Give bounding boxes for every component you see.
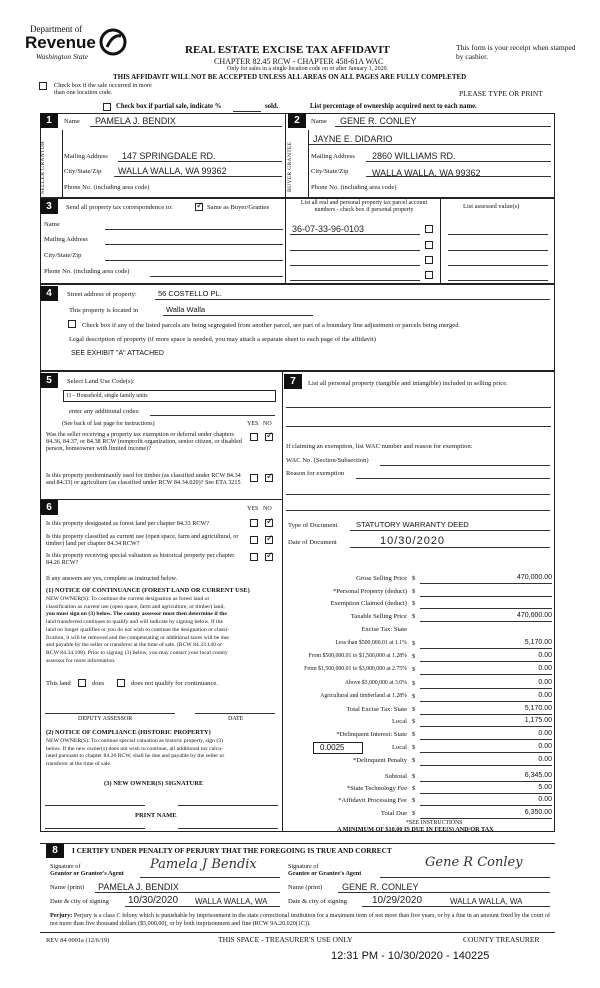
buyer-name-2[interactable]: JAYNE E. DIDARIO	[313, 134, 393, 144]
calc-label-18: Total Due	[380, 810, 407, 817]
parcel-2-personal-checkbox[interactable]	[425, 241, 433, 249]
form-sub-note: Only for sales in a single location code on or after January 1, 2020.	[227, 66, 389, 72]
calc-currency-15: $	[412, 773, 416, 780]
form-subtitle: CHAPTER 82.45 RCW - CHAPTER 458-61A WAC	[214, 57, 384, 66]
s1-mail-label: Mailing Address	[64, 153, 108, 160]
see-back-note: (See back of last page for instructions)	[62, 421, 155, 427]
s2-mail-label: Mailing Address	[311, 153, 355, 160]
s6-yes-header: YES	[247, 506, 259, 512]
land-does-checkbox[interactable]	[78, 679, 86, 687]
grantee-signature[interactable]: Gene R Conley	[425, 855, 523, 870]
s5-q1-no[interactable]	[265, 433, 273, 441]
calc-value-9[interactable]: 0.00	[538, 692, 552, 699]
calc-currency-10: $	[412, 706, 416, 713]
section-6-number: 6	[40, 500, 58, 515]
calc-value-14[interactable]: 0.00	[538, 756, 552, 763]
print-name-label: PRINT NAME	[135, 812, 177, 819]
wac-label: WAC No. (Section/Subsection)	[286, 457, 369, 464]
document-date[interactable]: 10/30/2020	[380, 535, 446, 547]
calc-label-2: Exemption Claimed (deduct)	[330, 600, 407, 607]
calc-currency-0: $	[412, 575, 416, 582]
grantee-sig-label-2: Grantee or Grantee's Agent	[288, 870, 362, 877]
partial-sale-label: Check box if partial sale, indicate %	[116, 103, 222, 110]
calc-label-9: Agricultural and timberland at 1.28%	[320, 693, 407, 699]
notice-1-body: NEW OWNER(S): To continue the current designation as forest land or classification as current use (open space, farm and agriculture, or timber) land, you must sign on (3) below. The county assessor must then determine if the land transferred continues to qualify and will indicate by signing below. If the land no longer qualifies or you do not wish to continue the designation or classi- fication, it will be removed and the compensating or additional taxes will be due and payable by the seller or transferor at the time of sale. (RCW 84.33.140 or RCW 84.34.108). Prior to signing (3) below, you may contact your local county assessor for more information.	[46, 596, 229, 664]
calc-label-10: Total Excise Tax: State	[346, 706, 407, 713]
calc-label-16: *State Technology Fee	[346, 785, 407, 792]
land-use-code: 11 - Household, single family units	[66, 393, 148, 399]
parcel-1-personal-checkbox[interactable]	[425, 225, 433, 233]
s6-q1-yes[interactable]	[250, 519, 258, 527]
grantor-sig-label-1: Signature of	[50, 863, 81, 870]
does-label: does	[92, 680, 105, 687]
section-8-number: 8	[46, 843, 64, 858]
calc-label-14: *Delinquent Penalty	[352, 757, 407, 764]
deputy-assessor-label: DEPUTY ASSESSOR	[78, 716, 133, 722]
s2-city-label: City/State/Zip	[311, 168, 349, 175]
grantor-print-name[interactable]: PAMELA J. BENDIX	[98, 882, 179, 892]
property-street[interactable]: 56 COSTELLO PL.	[158, 289, 222, 298]
s6-q2-no[interactable]	[265, 536, 273, 544]
calc-currency-2: $	[412, 600, 416, 607]
partial-sale-checkbox[interactable]	[103, 103, 111, 111]
grantor-name-label: Name (print)	[50, 884, 85, 891]
calc-label-12: *Delinquent Interest: State	[336, 731, 407, 738]
doc-type-label: Type of Document	[288, 522, 338, 529]
calc-currency-6: $	[412, 653, 416, 660]
grantee-date[interactable]: 10/29/2020	[372, 895, 423, 906]
notice-1-title: (1) NOTICE OF CONTINUANCE (FOREST LAND OR CURRENT USE)	[46, 587, 250, 594]
s6-question-2: Is this property classified as current use (open space, farm and agricultural, or timber) land per chapter 84.34 RCW?	[46, 533, 239, 548]
grantee-sig-label-1: Signature of	[288, 863, 319, 870]
s3-send-label: Send all property tax correspondence to:	[66, 204, 173, 211]
parcel-3-personal-checkbox[interactable]	[425, 256, 433, 264]
calc-value-5[interactable]: 5,170.00	[524, 639, 552, 646]
grantor-signature[interactable]: Pamela J Bendix	[150, 857, 257, 872]
calc-value-11[interactable]: 1,175.00	[524, 717, 552, 724]
s5-q2-no[interactable]	[265, 474, 273, 482]
land-use-label: Select Land Use Code(s):	[67, 378, 135, 385]
s6-question-1: Is this property designated as forest land per chapter 84.33 RCW?	[46, 520, 210, 527]
notice-2-title: (2) NOTICE OF COMPLIANCE (HISTORIC PROPERTY)	[46, 729, 211, 736]
legal-description[interactable]: SEE EXHIBIT "A" ATTACHED	[71, 350, 164, 357]
property-location[interactable]: Walla Walla	[166, 305, 206, 314]
calc-label-15: Subtotal	[385, 773, 407, 780]
notice-2-body: NEW OWNER(S): To continue special valuation as historic property, sign (3) below. If the new owner(s) does not wish to continue, all additional tax calcu- lated pursuant to chapter 84.26 RCW, shall be due and payable by the seller or transferor at the time of sale.	[46, 738, 225, 768]
calc-currency-16: $	[412, 785, 416, 792]
reason-label: Reason for exemption	[286, 470, 345, 477]
s5-question-1: Was the seller receiving a property tax exemption or deferral under chapters 84.36, 84.37, or 84.38 RCW (nonprofit organization, senior citizen, or disabled person, homeowner with limited income)?	[46, 431, 242, 453]
land-does-not-checkbox[interactable]	[117, 679, 125, 687]
calc-value-13[interactable]: 0.00	[538, 743, 552, 750]
s2-name-label: Name	[311, 118, 327, 125]
print-note: PLEASE TYPE OR PRINT	[459, 89, 543, 98]
calc-label-0: Gross Selling Price	[356, 575, 407, 582]
buyer-grantee-label: BUYER GRANTEE	[287, 141, 293, 193]
grantee-print-name[interactable]: GENE R. CONLEY	[342, 882, 419, 892]
calc-currency-14: $	[412, 757, 416, 764]
calc-label-7: From $1,500,000.01 to $3,000,000 at 2.75%	[304, 666, 407, 672]
form-revision: REV 84 0001a (12/6/19)	[46, 937, 110, 944]
calc-currency-5: $	[412, 640, 416, 647]
calc-label-1: *Personal Property (deduct)	[333, 588, 407, 595]
warning-text: THIS AFFIDAVIT WILL NOT BE ACCEPTED UNLESS ALL AREAS ON ALL PAGES ARE FULLY COMPLETED	[113, 73, 467, 81]
calc-currency-11: $	[412, 718, 416, 725]
s6-q3-yes[interactable]	[250, 553, 258, 561]
calc-value-0[interactable]: 470,000.00	[516, 574, 552, 581]
pct-list-label: List percentage of ownership acquired next to each name.	[310, 103, 477, 110]
form-title: REAL ESTATE EXCISE TAX AFFIDAVIT	[185, 44, 390, 56]
s1-phone-label: Phone No. (including area code)	[64, 184, 150, 191]
exemption-label: If claiming an exemption, list WAC number and reason for exemption:	[286, 443, 473, 450]
calc-value-12[interactable]: 0.00	[538, 730, 552, 737]
see-instructions-note: *SEE INSTRUCTIONS	[406, 820, 463, 826]
grantor-date-label: Date & city of signing	[50, 898, 109, 905]
wa-logo-icon	[99, 28, 127, 56]
sold-label: sold.	[265, 103, 279, 110]
s5-yes-header: YES	[247, 421, 259, 427]
multi-location-label: Check box if the sale occurred in more than one location code.	[54, 82, 152, 97]
section-4-number: 4	[40, 286, 58, 301]
calc-currency-12: $	[412, 731, 416, 738]
calc-currency-13: $	[412, 744, 416, 751]
grantor-sig-label-2: Grantor or Grantor's Agent	[50, 870, 124, 877]
seller-mailing-address[interactable]: 147 SPRINGDALE RD.	[122, 151, 216, 161]
street-label: Street address of property:	[67, 291, 137, 298]
s5-q2-yes[interactable]	[250, 474, 258, 482]
if-yes-note: If any answers are yes, complete as instructed below.	[46, 575, 178, 582]
s3-name-label: Name	[44, 221, 60, 228]
calc-value-7[interactable]: 0.00	[538, 665, 552, 672]
parcel-4-personal-checkbox[interactable]	[425, 271, 433, 279]
grantor-city[interactable]: WALLA WALLA, WA	[195, 897, 268, 906]
certify-statement: I CERTIFY UNDER PENALTY OF PERJURY THAT THE FOREGOING IS TRUE AND CORRECT	[72, 846, 392, 855]
calc-value-18[interactable]: 6,350.00	[524, 809, 552, 816]
section-3-number: 3	[40, 199, 58, 214]
s6-q2-yes[interactable]	[250, 536, 258, 544]
s3-city-label: City/State/Zip	[44, 252, 82, 259]
dept-line2: Revenue	[25, 33, 96, 52]
calc-currency-8: $	[412, 680, 416, 687]
s6-q1-no[interactable]	[265, 519, 273, 527]
located-label: This property is located in	[69, 307, 139, 314]
section-2-number: 2	[288, 113, 306, 128]
s1-city-label: City/State/Zip	[64, 168, 102, 175]
treasurer-space-label: THIS SPACE - TREASURER'S USE ONLY	[218, 935, 353, 944]
section-1-number: 1	[40, 113, 58, 128]
local-rate: 0.0025	[320, 743, 345, 752]
minimum-note: A MINIMUM OF $10.00 IS DUE IN FEE(S) AND/OR TAX	[337, 826, 494, 833]
s3-phone-label: Phone No. (including area code)	[44, 268, 130, 275]
buyer-mailing-address[interactable]: 2860 WILLIAMS RD.	[372, 151, 456, 161]
same-as-buyer-checkbox[interactable]	[195, 203, 203, 211]
calc-currency-9: $	[412, 693, 416, 700]
grantee-name-label: Name (print)	[288, 884, 323, 891]
calc-currency-17: $	[412, 797, 416, 804]
dept-line3: Washington State	[36, 52, 89, 61]
calc-label-4: Excise Tax: State	[361, 626, 407, 633]
doc-date-label: Date of Document	[288, 539, 337, 546]
grantor-date[interactable]: 10/30/2020	[128, 895, 179, 906]
s6-question-3: Is this property receiving special valuation as historical property per chapter 84.26 RCW?	[46, 552, 235, 567]
calc-label-6: From $500,000.01 to $1,500,000 at 1.28%	[308, 653, 407, 659]
grantee-city[interactable]: WALLA WALLA, WA	[450, 897, 523, 906]
calc-label-8: Above $3,000,000 at 3.0%	[344, 680, 407, 686]
buyer-city[interactable]: WALLA WALLA, WA 99362	[372, 168, 481, 178]
calc-value-8[interactable]: 0.00	[538, 679, 552, 686]
calc-currency-3: $	[412, 613, 416, 620]
calc-label-11: Local	[391, 718, 407, 725]
calc-value-3[interactable]: 470,000.00	[516, 612, 552, 619]
s6-q3-no[interactable]	[265, 553, 273, 561]
seller-city[interactable]: WALLA WALLA, WA 99362	[118, 166, 227, 176]
same-as-buyer-label: Same as Buyer/Grantee	[207, 204, 270, 211]
s1-name-label: Name	[64, 118, 80, 125]
seller-name[interactable]: PAMELA J. BENDIX	[95, 116, 176, 126]
additional-codes-label: enter any additional codes:	[69, 408, 140, 415]
calc-value-15[interactable]: 6,345.00	[524, 772, 552, 779]
calc-label-13: Local	[391, 744, 407, 751]
buyer-name-1[interactable]: GENE R. CONLEY	[340, 116, 417, 126]
calc-value-6[interactable]: 0.00	[538, 652, 552, 659]
s3-mail-label: Mailing Address	[44, 236, 88, 243]
assessed-header: List assessed value(s)	[463, 203, 520, 210]
calc-currency-1: $	[412, 588, 416, 595]
does-not-label: does not qualify for continuance.	[131, 680, 218, 687]
calc-value-16[interactable]: 5.00	[538, 784, 552, 791]
calc-currency-7: $	[412, 666, 416, 673]
receipt-note: This form is your receipt when stamped by cashier.	[456, 43, 576, 61]
new-owner-signature-label: (3) NEW OWNER(S) SIGNATURE	[104, 780, 204, 787]
segregated-checkbox[interactable]	[68, 320, 76, 328]
calc-value-17[interactable]: 0.00	[538, 796, 552, 803]
parcel-header: List all real and personal property tax parcel account numbers - check box if personal property	[300, 200, 428, 213]
s2-phone-label: Phone No. (including area code)	[311, 184, 397, 191]
seller-grantor-label: SELLER GRANTOR	[40, 140, 46, 194]
treasurer-stamp: 12:31 PM - 10/30/2020 - 140225	[331, 950, 490, 962]
multi-location-checkbox[interactable]	[39, 82, 47, 90]
calc-currency-18: $	[412, 810, 416, 817]
grantee-date-label: Date & city of signing	[288, 898, 347, 905]
calc-label-17: *Affidavit Processing Fee	[338, 797, 407, 804]
parcel-number-1[interactable]: 36-07-33-96-0103	[292, 224, 365, 234]
county-treasurer-label: COUNTY TREASURER	[463, 935, 540, 944]
s6-no-header: NO	[263, 506, 272, 512]
calc-value-10[interactable]: 5,170.00	[524, 705, 552, 712]
calc-label-5: Less than $500,000.01 at 1.1%	[335, 640, 407, 646]
personal-property-label: List all personal property (tangible and intangible) included in selling price.	[308, 380, 508, 387]
legal-label: Legal description of property (if more space is needed, you may attach a separate sheet to each page of the affidavit)	[69, 336, 376, 343]
this-land-label: This land	[46, 680, 71, 687]
s5-question-2: Is this property predominantly used for timber (as classified under RCW 84.34 and 84.33) or agriculture (as classified under RCW 84.34.020)? See ETA 3215	[46, 472, 241, 487]
dept-line1: Department of	[30, 24, 83, 34]
segregated-label: Check box if any of the listed parcels are being segregated from another parcel, are part of a boundary line adjustment or parcels being merged.	[82, 322, 461, 329]
section-5-number: 5	[40, 373, 58, 388]
section-7-number: 7	[284, 374, 302, 389]
perjury-note: Perjury: Perjury is a class C felony which is punishable by imprisonment in the state correctional institution for a maximum term of not more than five years, or by a fine in an amount fixed by the court of not more than five thousand dollars ($5,000.00), or by both imprisonment and fine (RCW 9A.20.020(1C)).	[50, 913, 551, 927]
s5-no-header: NO	[263, 421, 272, 427]
calc-label-3: Taxable Selling Price	[350, 613, 407, 620]
document-type[interactable]: STATUTORY WARRANTY DEED	[356, 520, 469, 529]
date-label: DATE	[228, 716, 244, 722]
s5-q1-yes[interactable]	[250, 433, 258, 441]
